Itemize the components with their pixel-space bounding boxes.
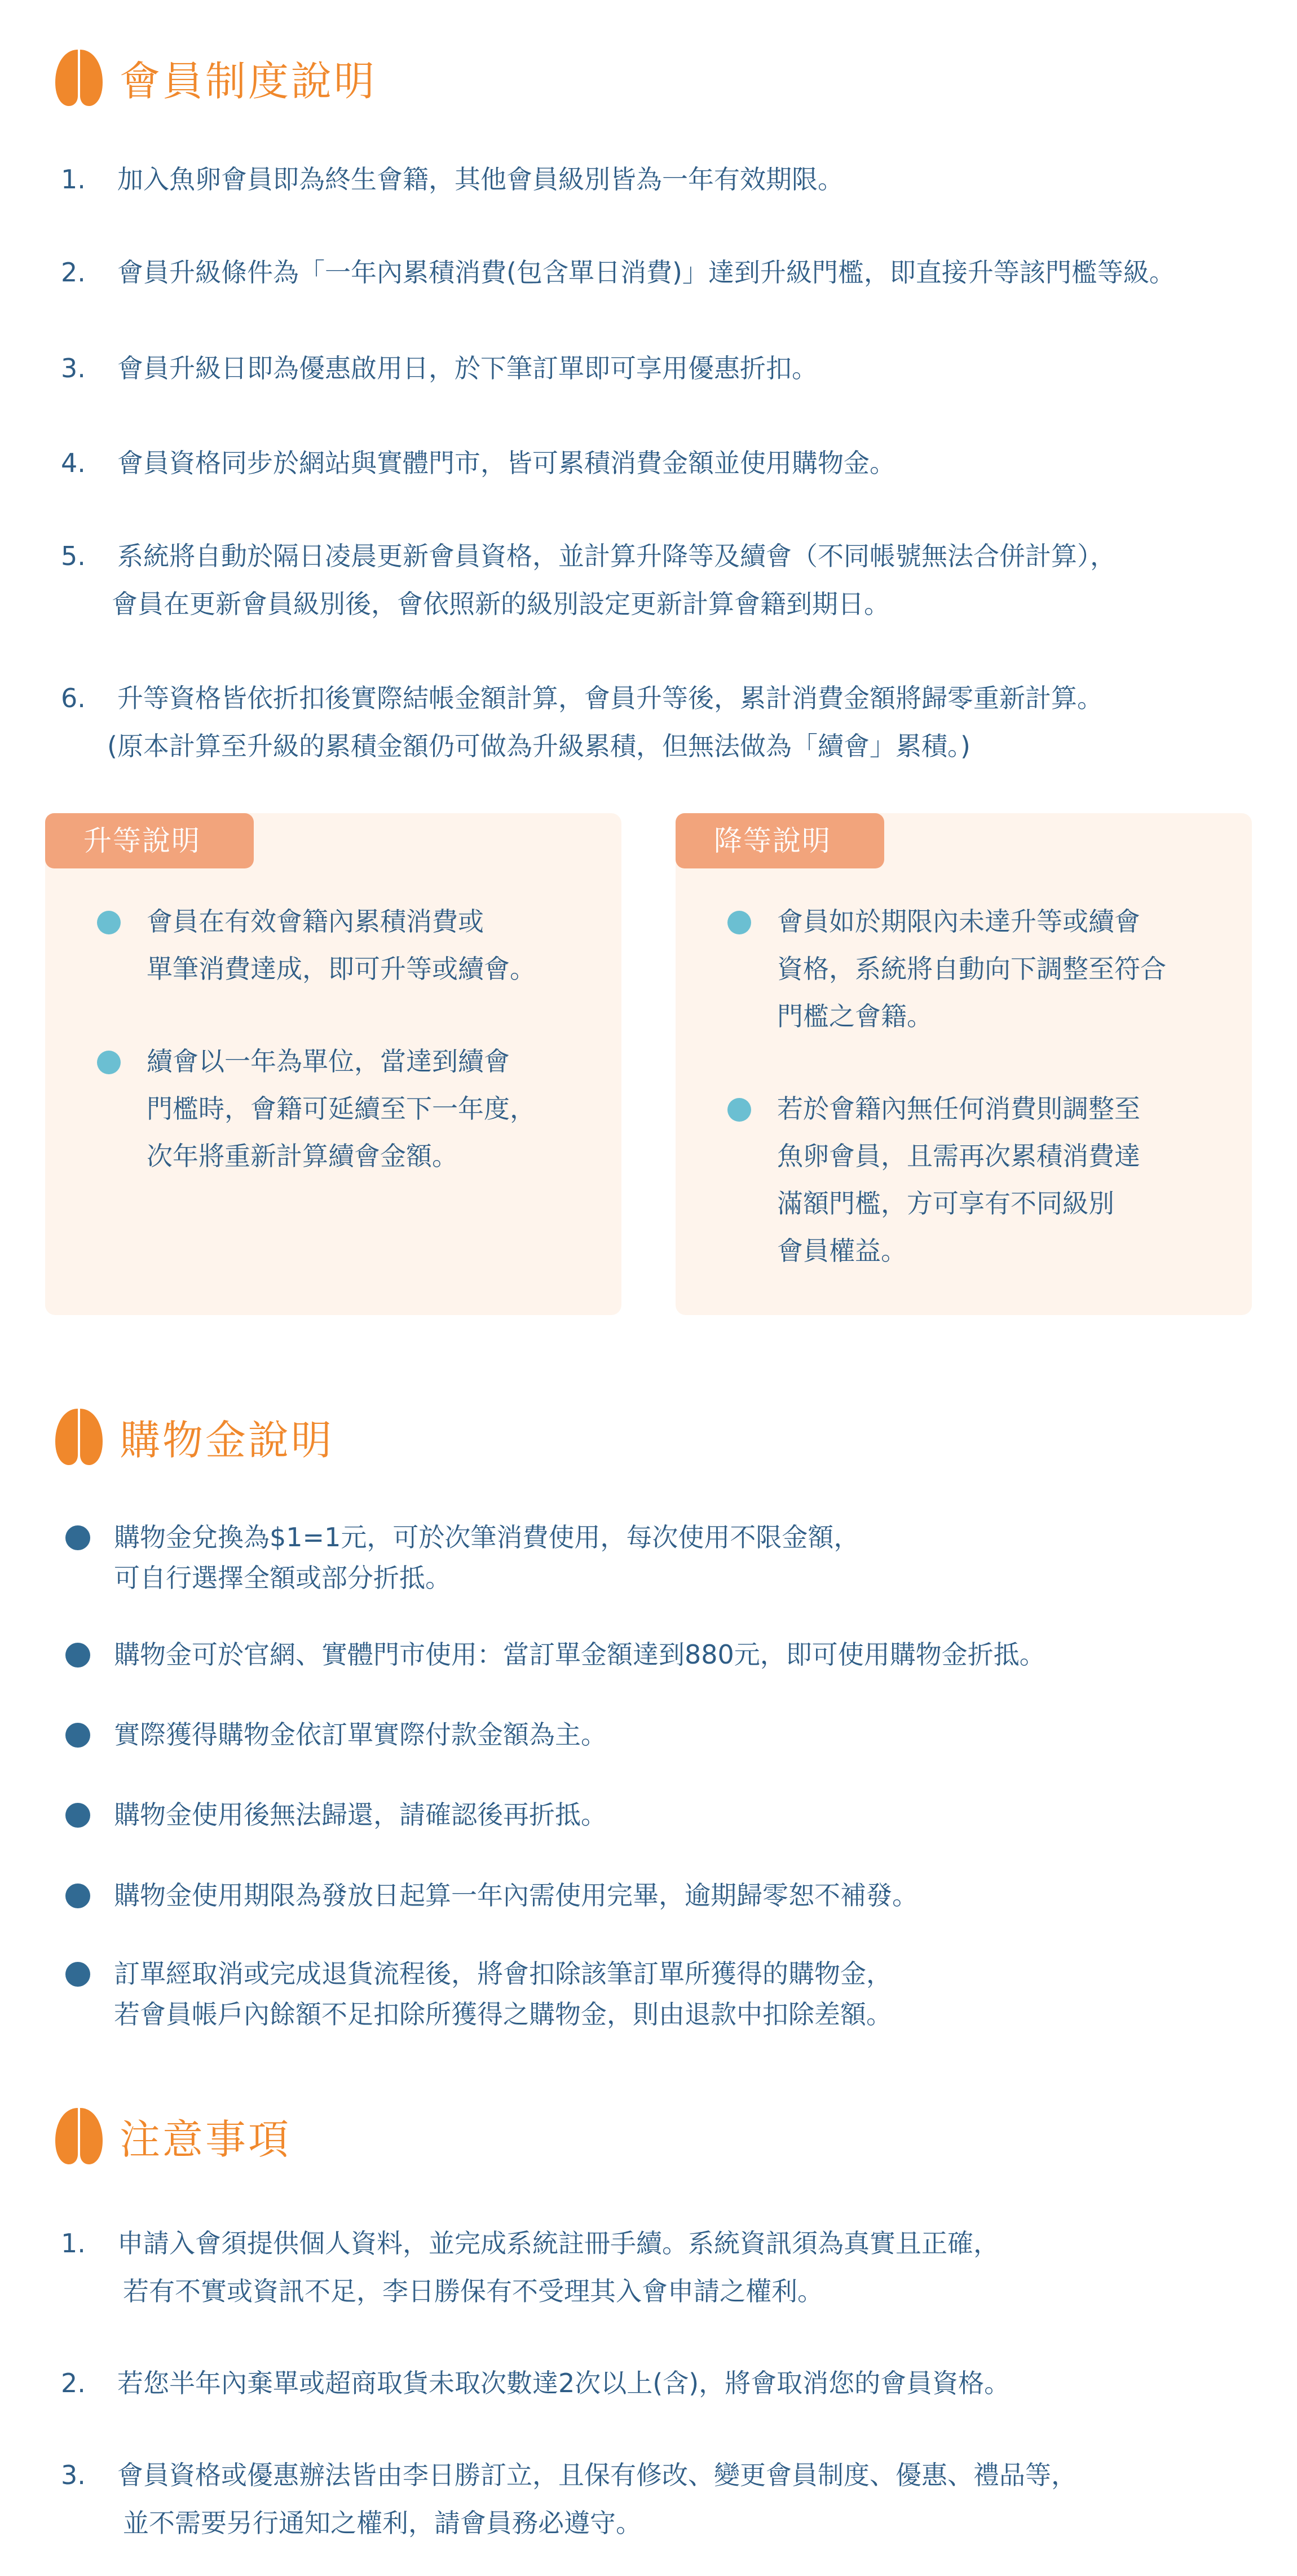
upgrade-card (45, 813, 621, 1315)
item-text: 購物金兌換為$1=1元，可於次筆消費使用，每次使用不限金額， (114, 1522, 860, 1552)
upgrade-item-line: 會員在有效會籍內累積消費或 (147, 906, 484, 937)
bullet-dot (65, 1643, 90, 1668)
membership-item-1 (61, 156, 1263, 204)
item-text: 可自行選擇全額或部分折抵。 (114, 1563, 451, 1593)
downgrade-item-line: 魚卵會員，且需再次累積消費達 (777, 1141, 1140, 1171)
item-text: 訂單經取消或完成退貨流程後，將會扣除該筆訂單所獲得的購物金， (114, 1959, 892, 1989)
shopping-credit-title: 購物金說明 (120, 1417, 334, 1464)
credit-item-4 (65, 1794, 607, 1835)
credit-item-3 (65, 1714, 607, 1755)
credit-item-2 (65, 1634, 1045, 1675)
item-text: (原本計算至升級的累積金額仍可做為升級累積，但無法做為「續會」累積。) (107, 731, 970, 761)
leaf-icon (54, 47, 104, 108)
downgrade-card (676, 813, 1252, 1315)
item-text: 會員升級日即為優惠啟用日，於下筆訂單即可享用優惠折扣。 (117, 353, 818, 383)
item-text: 若您半年內棄單或超商取貨未取次數達2次以上(含)，將會取消您的會員資格。 (117, 2368, 1011, 2398)
downgrade-item-line: 若於會籍內無任何消費則調整至 (777, 1093, 1140, 1124)
item-text: 實際獲得購物金依訂單實際付款金額為主。 (114, 1719, 607, 1750)
bullet-dot (727, 911, 751, 934)
item-number: 3. (61, 2460, 86, 2490)
item-text: 申請入會須提供個人資料，並完成系統註冊手續。系統資訊須為真實且正確， (117, 2228, 999, 2259)
membership-section-header (54, 47, 377, 108)
upgrade-tab: 升等說明 (45, 813, 254, 868)
downgrade-item (727, 898, 1229, 1040)
item-number: 2. (61, 257, 86, 288)
upgrade-item-line: 次年將重新計算續會金額。 (147, 1141, 458, 1171)
item-text: 購物金使用期限為發放日起算一年內需使用完畢，逾期歸零恕不補發。 (114, 1880, 918, 1911)
item-text: 購物金可於官網、實體門市使用：當訂單金額達到880元，即可使用購物金折抵。 (114, 1639, 1045, 1670)
bullet-dot (65, 1723, 90, 1748)
credit-item-6 (65, 1953, 892, 2035)
item-number: 1. (61, 2228, 86, 2259)
item-text: 會員資格同步於網站與實體門市，皆可累積消費金額並使用購物金。 (117, 448, 895, 478)
notes-item-3 (61, 2451, 1263, 2547)
notes-item-2 (61, 2359, 1263, 2407)
upgrade-item (97, 898, 599, 993)
downgrade-tab: 降等說明 (676, 813, 884, 868)
upgrade-item-line: 單筆消費達成，即可升等或續會。 (147, 954, 536, 984)
item-number: 2. (61, 2368, 86, 2398)
item-text: 升等資格皆依折扣後實際結帳金額計算，會員升等後，累計消費金額將歸零重新計算。 (117, 683, 1103, 713)
item-number: 3. (61, 353, 86, 383)
item-text: 購物金使用後無法歸還，請確認後再折抵。 (114, 1799, 607, 1830)
item-text: 若會員帳戶內餘額不足扣除所獲得之購物金，則由退款中扣除差額。 (114, 1999, 892, 2030)
bullet-dot (97, 911, 121, 934)
leaf-icon (54, 1406, 104, 1467)
downgrade-item-line: 會員權益。 (777, 1236, 907, 1266)
bullet-dot (97, 1051, 121, 1074)
membership-item-3 (61, 345, 1263, 392)
item-number: 5. (61, 541, 86, 571)
membership-item-2 (61, 249, 1263, 297)
upgrade-item-line: 續會以一年為單位，當達到續會 (147, 1046, 510, 1077)
item-text: 並不需要另行通知之權利，請會員務必遵守。 (123, 2508, 642, 2538)
membership-title: 會員制度說明 (120, 58, 377, 105)
membership-item-4 (61, 439, 1263, 487)
notes-item-1 (61, 2220, 1263, 2315)
bullet-dot (65, 1803, 90, 1828)
notes-title: 注意事項 (120, 2116, 292, 2163)
credit-item-5 (65, 1875, 918, 1916)
item-number: 1. (61, 164, 86, 195)
bullet-dot (65, 1525, 90, 1550)
item-text: 會員資格或優惠辦法皆由李日勝訂立，且保有修改、變更會員制度、優惠、禮品等， (117, 2460, 1077, 2490)
downgrade-item-line: 滿額門檻，方可享有不同級別 (777, 1188, 1114, 1219)
upgrade-item-line: 門檻時，會籍可延續至下一年度， (147, 1093, 536, 1124)
membership-item-5 (61, 532, 1263, 628)
downgrade-item-line: 資格，系統將自動向下調整至符合 (777, 954, 1166, 984)
shopping-credit-section-header (54, 1406, 334, 1467)
bullet-dot (727, 1098, 751, 1122)
bullet-dot (65, 1962, 90, 1987)
leaf-icon (54, 2106, 104, 2167)
downgrade-item-line: 門檻之會籍。 (777, 1001, 933, 1031)
item-text: 加入魚卵會員即為終生會籍，其他會員級別皆為一年有效期限。 (117, 164, 844, 195)
item-text: 會員升級條件為「一年內累積消費(包含單日消費)」達到升級門檻，即直接升等該門檻等級。 (117, 257, 1175, 288)
item-text: 系統將自動於隔日凌晨更新會員資格，並計算升降等及續會（不同帳號無法合併計算）， (117, 541, 1116, 571)
downgrade-item-line: 會員如於期限內未達升等或續會 (777, 906, 1140, 937)
item-number: 6. (61, 683, 86, 713)
item-number: 4. (61, 448, 86, 478)
credit-item-1 (65, 1517, 859, 1598)
bullet-dot (65, 1884, 90, 1908)
upgrade-item (97, 1038, 599, 1180)
membership-item-6 (61, 674, 1263, 770)
downgrade-item (727, 1085, 1229, 1274)
notes-section-header (54, 2106, 291, 2167)
item-text: 會員在更新會員級別後，會依照新的級別設定更新計算會籍到期日。 (112, 589, 890, 619)
item-text: 若有不實或資訊不足，李日勝保有不受理其入會申請之權利。 (123, 2276, 823, 2306)
